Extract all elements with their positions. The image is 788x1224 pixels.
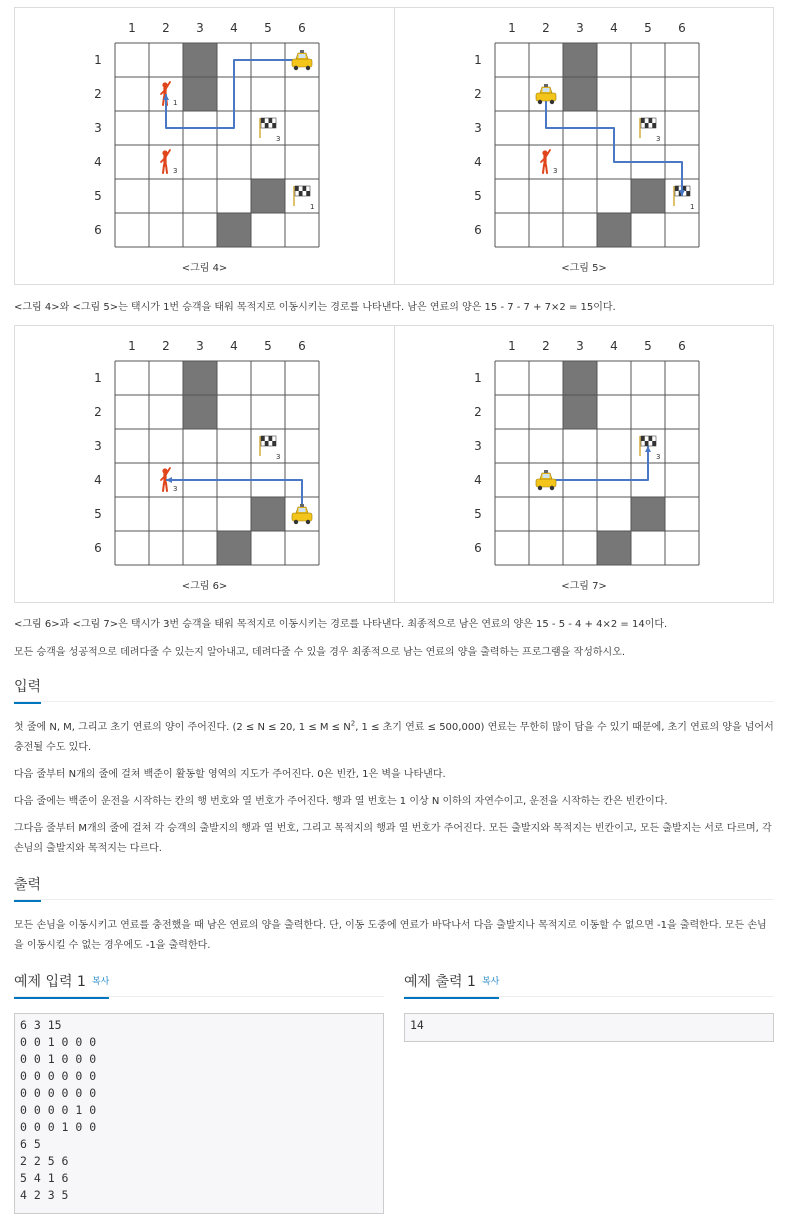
output-section-title: 출력 xyxy=(14,874,41,902)
figure-7-wall-cell xyxy=(597,531,631,565)
output-paragraph-1: 모든 손님을 이동시키고 연료를 충전했을 때 남은 연료의 양을 출력한다. 단, 이동 도중에 연료가 바닥나서 다음 출발지나 목적지로 이동할 수 없으면 -1을 출력한다. 모든 손님을 이동시킬 수 없는 경우에도 -1을 출력한다. xyxy=(14,920,767,951)
input-paragraph-3: 다음 줄에는 백준이 운전을 시작하는 칸의 행 번호와 열 번호가 주어진다. 행과 열 번호는 1 이상 N 이하의 자연수이고, 운전을 시작하는 칸은 빈칸이다. xyxy=(14,796,668,807)
figure-5-wall-cell xyxy=(563,77,597,111)
sample-input-title-text: 예제 입력 1 xyxy=(14,974,86,990)
figure-7-caption: <그림 7> xyxy=(561,581,607,592)
figure-5-row-label: 5 xyxy=(474,189,482,203)
figure-5-col-label: 3 xyxy=(576,21,584,35)
figure-6-col-label: 2 xyxy=(162,339,170,353)
figure-4-row-label: 1 xyxy=(94,53,102,67)
figure-5-col-label: 4 xyxy=(610,21,618,35)
flag-number-label: 1 xyxy=(310,203,315,211)
figure-6-caption: <그림 6> xyxy=(181,581,228,592)
input-section-header xyxy=(14,672,774,702)
figure-6-wall-cell xyxy=(251,497,285,531)
figure-7-col-label: 4 xyxy=(610,339,618,353)
input-paragraph-2: 다음 줄부터 N개의 줄에 걸쳐 백준이 활동할 영역의 지도가 주어진다. 0은 빈칸, 1은 벽을 나타낸다. xyxy=(14,769,446,780)
figure-7-row-label: 6 xyxy=(474,541,482,555)
figure-4-row-label: 4 xyxy=(94,155,102,169)
figure-6-row-label: 1 xyxy=(94,371,102,385)
sample-output-title xyxy=(404,971,499,999)
taxi-icon xyxy=(292,50,312,70)
sample-input-copy-button[interactable]: 복사 xyxy=(91,977,110,987)
figure-6-col-label: 3 xyxy=(196,339,204,353)
figure-5-wall-cell xyxy=(563,43,597,77)
figure-4-caption: <그림 4> xyxy=(181,263,228,274)
input-p1-superscript: 2 xyxy=(350,719,356,728)
paragraph-problem-statement: 모든 승객을 성공적으로 데려다줄 수 있는지 알아내고, 데려다줄 수 있을 경우 최종적으로 남는 연료의 양을 출력하는 프로그램을 작성하시오. xyxy=(14,647,626,658)
figure-4-col-label: 1 xyxy=(128,21,136,35)
figure-5-col-label: 6 xyxy=(678,21,686,35)
input-p1-part-a: 첫 줄에 N, M, 그리고 초기 연료의 양이 주어진다. (2 ≤ N ≤ 20, 1 ≤ M ≤ N xyxy=(14,722,351,733)
input-paragraph-4: 그다음 줄부터 M개의 줄에 걸쳐 각 승객의 출발지의 행과 열 번호, 그리고 목적지의 행과 열 번호가 주어진다. 모든 출발지와 목적지는 빈칸이고, 모든 출발지는 서로 다르며, 각 손님의 출발지와 목적지는 다르다. xyxy=(14,823,772,854)
figure-5-col-label: 1 xyxy=(508,21,516,35)
figure-4-col-label: 3 xyxy=(196,21,204,35)
taxi-icon xyxy=(536,470,556,490)
flag-number-label: 3 xyxy=(276,453,281,461)
figure-7-wall-cell xyxy=(631,497,665,531)
figure-5-row-label: 3 xyxy=(474,121,482,135)
figure-5-col-label: 2 xyxy=(542,21,550,35)
figure-6 xyxy=(15,326,394,602)
figure-7-row-label: 4 xyxy=(474,473,482,487)
figure-6-row-label: 3 xyxy=(94,439,102,453)
figure-7 xyxy=(394,326,773,602)
figure-7-col-label: 3 xyxy=(576,339,584,353)
figure-6-row-label: 2 xyxy=(94,405,102,419)
figure-row-2 xyxy=(14,325,774,603)
flag-number-label: 3 xyxy=(276,135,281,143)
figure-7-route-arrowhead xyxy=(645,446,651,452)
person-icon xyxy=(541,150,550,173)
figure-6-grid xyxy=(15,326,395,604)
figure-4-wall-cell xyxy=(251,179,285,213)
checkered-flag-icon xyxy=(260,436,276,456)
figure-4-row-label: 5 xyxy=(94,189,102,203)
sample-output-header xyxy=(404,967,774,997)
figure-7-wall-cell xyxy=(563,361,597,395)
figure-4-row-label: 3 xyxy=(94,121,102,135)
person-number-label: 3 xyxy=(173,167,178,175)
figure-row-1 xyxy=(14,7,774,285)
figure-5-col-label: 5 xyxy=(644,21,652,35)
figure-5-caption: <그림 5> xyxy=(561,263,607,274)
figure-7-wall-cell xyxy=(563,395,597,429)
sample-output-copy-button[interactable]: 복사 xyxy=(481,977,500,987)
figure-7-col-label: 6 xyxy=(678,339,686,353)
flag-number-label: 3 xyxy=(656,135,661,143)
figure-6-col-label: 4 xyxy=(230,339,238,353)
figure-6-col-label: 5 xyxy=(264,339,272,353)
flag-number-label: 1 xyxy=(690,203,695,211)
figure-7-row-label: 5 xyxy=(474,507,482,521)
sample-output-title-text: 예제 출력 1 xyxy=(404,974,476,990)
input-section-title: 입력 xyxy=(14,676,41,704)
figure-5-wall-cell xyxy=(597,213,631,247)
figure-4 xyxy=(15,8,394,284)
paragraph-figures-6-7: <그림 6>과 <그림 7>은 택시가 3번 승객을 태워 목적지로 이동시키는 경로를 나타낸다. 최종적으로 남은 연료의 양은 15 - 5 - 4 + 4×2 = 14이다. xyxy=(14,619,668,630)
input-p1-part-b: , 1 ≤ 초기 연료 ≤ 500,000) 연료는 무한히 많이 담을 수 있기 때문에, 초기 연료의 양을 넘어서 충전될 수도 있다. xyxy=(14,722,774,753)
flag-number-label: 3 xyxy=(656,453,661,461)
figure-5-row-label: 4 xyxy=(474,155,482,169)
person-icon xyxy=(161,150,170,173)
figure-5-row-label: 2 xyxy=(474,87,482,101)
person-number-label: 1 xyxy=(173,99,178,107)
figure-6-row-label: 4 xyxy=(94,473,102,487)
figure-6-col-label: 1 xyxy=(128,339,136,353)
figure-4-col-label: 4 xyxy=(230,21,238,35)
figure-5-wall-cell xyxy=(631,179,665,213)
figure-5 xyxy=(394,8,773,284)
figure-5-row-label: 1 xyxy=(474,53,482,67)
person-number-label: 3 xyxy=(553,167,558,175)
checkered-flag-icon xyxy=(294,186,310,206)
checkered-flag-icon xyxy=(640,118,656,138)
figure-4-col-label: 5 xyxy=(264,21,272,35)
taxi-icon xyxy=(536,84,556,104)
figure-4-wall-cell xyxy=(183,77,217,111)
taxi-icon xyxy=(292,504,312,524)
figure-4-row-label: 6 xyxy=(94,223,102,237)
output-section-header xyxy=(14,870,774,900)
figure-6-wall-cell xyxy=(183,361,217,395)
figure-6-route-arrowhead xyxy=(166,477,172,483)
sample-input-box[interactable]: 6 3 15 0 0 1 0 0 0 0 0 1 0 0 0 0 0 0 0 0 0 0 0 0 0 0 0 0 0 0 0 1 0 0 0 0 1 0 0 6 5 2 2 5 6 5 4 1 6 4 2 3 5 xyxy=(14,1013,384,1214)
figure-7-row-label: 3 xyxy=(474,439,482,453)
figure-7-row-label: 2 xyxy=(474,405,482,419)
figure-6-row-label: 5 xyxy=(94,507,102,521)
figure-4-wall-cell xyxy=(183,43,217,77)
figure-4-grid xyxy=(15,8,395,286)
figure-4-col-label: 6 xyxy=(298,21,306,35)
figure-5-row-label: 6 xyxy=(474,223,482,237)
input-paragraph-1 xyxy=(14,718,774,758)
sample-input-title xyxy=(14,971,109,999)
figure-7-grid xyxy=(395,326,775,604)
checkered-flag-icon xyxy=(260,118,276,138)
figure-6-col-label: 6 xyxy=(298,339,306,353)
sample-input-header xyxy=(14,967,384,997)
figure-4-col-label: 2 xyxy=(162,21,170,35)
figure-4-row-label: 2 xyxy=(94,87,102,101)
person-number-label: 3 xyxy=(173,485,178,493)
figure-7-col-label: 1 xyxy=(508,339,516,353)
figure-6-row-label: 6 xyxy=(94,541,102,555)
figure-5-grid xyxy=(395,8,775,286)
figure-6-wall-cell xyxy=(217,531,251,565)
sample-output-box[interactable]: 14 xyxy=(404,1013,774,1042)
figure-7-col-label: 2 xyxy=(542,339,550,353)
figure-4-wall-cell xyxy=(217,213,251,247)
figure-7-col-label: 5 xyxy=(644,339,652,353)
figure-7-row-label: 1 xyxy=(474,371,482,385)
figure-6-wall-cell xyxy=(183,395,217,429)
paragraph-figures-4-5: <그림 4>와 <그림 5>는 택시가 1번 승객을 태워 목적지로 이동시키는 경로를 나타낸다. 남은 연료의 양은 15 - 7 - 7 + 7×2 = 15이다. xyxy=(14,302,616,313)
